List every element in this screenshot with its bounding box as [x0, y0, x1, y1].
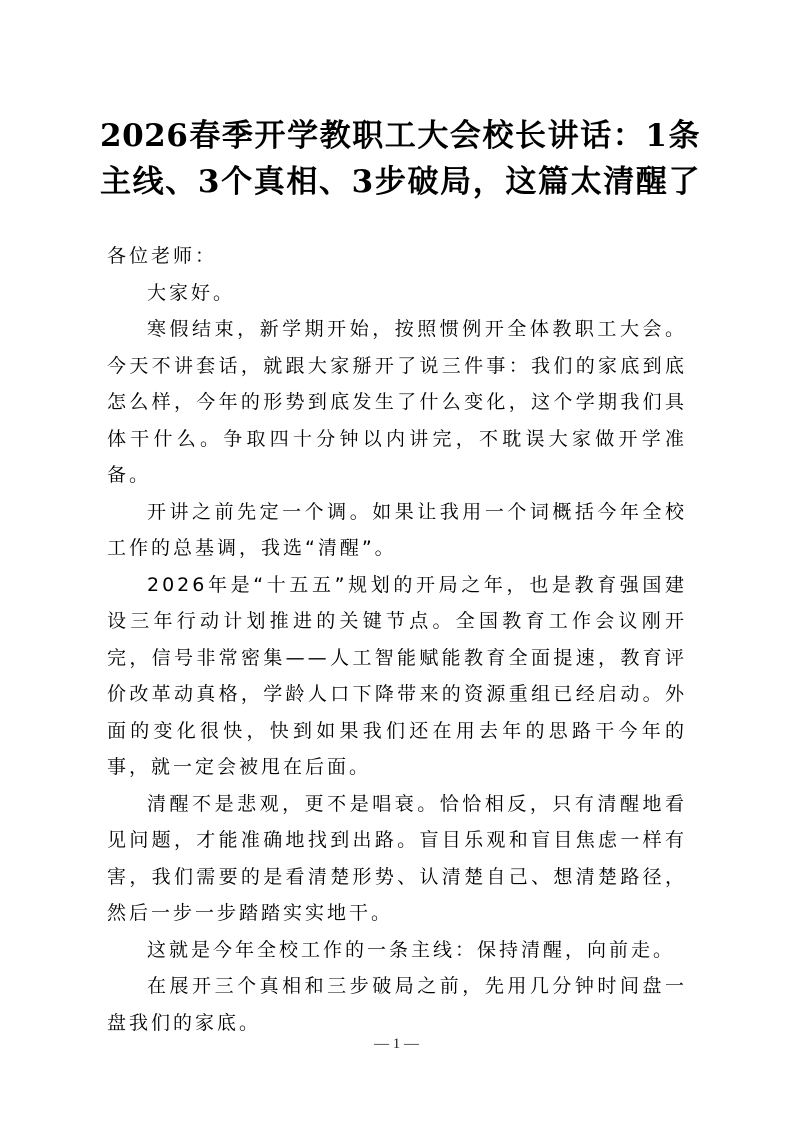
paragraph-greeting: 大家好。 — [147, 281, 236, 304]
document-body — [107, 238, 687, 1041]
title-line-2: 主线、3个真相、3步破局，这篇太清醒了 — [100, 164, 700, 200]
paragraph-context: 2026年是“十五五”规划的开局之年，也是教育强国建设三年行动计划推进的关键节点。全国教育工作会议刚开完，信号非常密集——人工智能赋能教育全面提速，教育评价改革动真格，学龄人口下降带来的资源重组已经启动。外面的变化很快，快到如果我们还在用去年的思路干今年的事，就一定会被甩在后面。 — [107, 573, 687, 778]
title-line-1: 2026春季开学教职工大会校长讲话：1条 — [100, 118, 700, 154]
paragraph-clarity: 清醒不是悲观，更不是唱衰。恰恰相反，只有清醒地看见问题，才能准确地找到出路。盲目乐观和盲目焦虑一样有害，我们需要的是看清楚形势、认清楚自己、想清楚路径，然后一步一步踏踏实实地干。 — [107, 792, 687, 924]
paragraph-mainline: 这就是今年全校工作的一条主线：保持清醒，向前走。 — [147, 938, 676, 961]
page-number: — 1 — — [374, 1036, 419, 1052]
paragraph-transition: 在展开三个真相和三步破局之前，先用几分钟时间盘一盘我们的家底。 — [107, 975, 687, 1034]
paragraph-keynote: 开讲之前先定一个调。如果让我用一个词概括今年全校工作的总基调，我选“清醒”。 — [107, 500, 687, 559]
document-title — [100, 113, 700, 205]
salutation: 各位老师： — [107, 245, 218, 267]
paragraph-intro: 寒假结束，新学期开始，按照惯例开全体教职工大会。今天不讲套话，就跟大家掰开了说三件事：我们的家底到底怎么样，今年的形势到底发生了什么变化，这个学期我们具体干什么。争取四十分钟以内讲完，不耽误大家做开学准备。 — [107, 318, 687, 486]
